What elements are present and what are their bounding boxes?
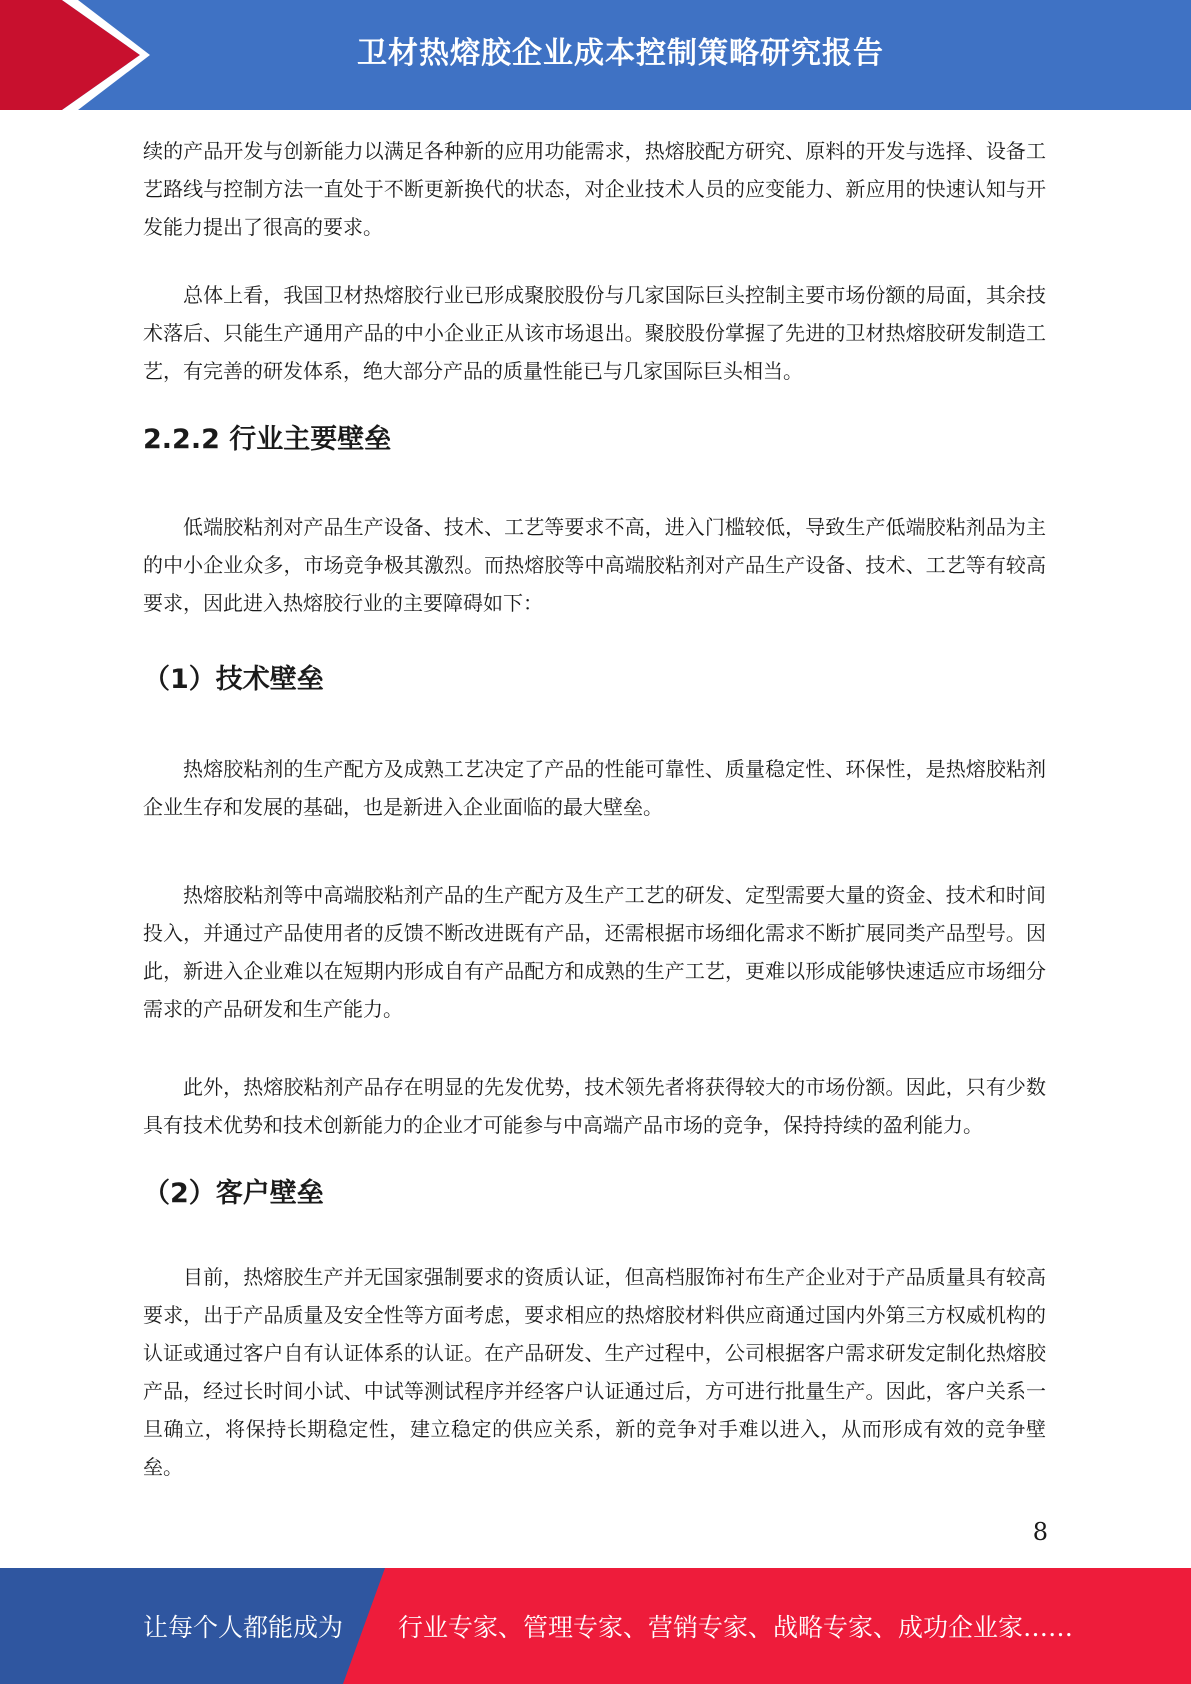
body-paragraph: 热熔胶粘剂等中高端胶粘剂产品的生产配方及生产工艺的研发、定型需要大量的资金、技术和时间投入，并通过产品使用者的反馈不断改进既有产品，还需根据市场细化需求不断扩展同类产品型号。因此，新进入企业难以在短期内形成自有产品配方和成熟的生产工艺，更难以形成能够快速适应市场细分需求的产品研发和生产能力。 <box>143 883 1046 1021</box>
subsection-heading: （1）技术壁垒 <box>143 664 324 695</box>
page-content <box>143 132 1046 1486</box>
header-chevron-accent <box>0 0 160 110</box>
footer-slogan-left: 让每个人都能成为 <box>143 1613 344 1642</box>
page-number: 8 <box>1032 1518 1048 1546</box>
body-paragraph: 低端胶粘剂对产品生产设备、技术、工艺等要求不高，进入门槛较低，导致生产低端胶粘剂品为主的中小企业众多，市场竞争极其激烈。而热熔胶等中高端胶粘剂对产品生产设备、技术、工艺等有较高要求，因此进入热熔胶行业的主要障碍如下： <box>143 515 1046 615</box>
page-footer <box>0 1568 1191 1684</box>
body-paragraph: 热熔胶粘剂的生产配方及成熟工艺决定了产品的性能可靠性、质量稳定性、环保性，是热熔胶粘剂企业生存和发展的基础，也是新进入企业面临的最大壁垒。 <box>143 757 1046 819</box>
page-header <box>0 0 1191 110</box>
subsection-heading: （2）客户壁垒 <box>143 1178 324 1209</box>
body-paragraph: 此外，热熔胶粘剂产品存在明显的先发优势，技术领先者将获得较大的市场份额。因此，只有少数具有技术优势和技术创新能力的企业才可能参与中高端产品市场的竞争，保持持续的盈利能力。 <box>143 1075 1046 1137</box>
body-paragraph: 目前，热熔胶生产并无国家强制要求的资质认证，但高档服饰衬布生产企业对于产品质量具有较高要求，出于产品质量及安全性等方面考虑，要求相应的热熔胶材料供应商通过国内外第三方权威机构的认证或通过客户自有认证体系的认证。在产品研发、生产过程中，公司根据客户需求研发定制化热熔胶产品，经过长时间小试、中试等测试程序并经客户认证通过后，方可进行批量生产。因此，客户关系一旦确立，将保持长期稳定性，建立稳定的供应关系，新的竞争对手难以进入，从而形成有效的竞争壁垒。 <box>143 1265 1046 1479</box>
document-title: 卫材热熔胶企业成本控制策略研究报告 <box>357 36 884 71</box>
section-heading: 2.2.2 行业主要壁垒 <box>143 424 392 455</box>
body-paragraph: 续的产品开发与创新能力以满足各种新的应用功能需求，热熔胶配方研究、原料的开发与选择、设备工艺路线与控制方法一直处于不断更新换代的状态，对企业技术人员的应变能力、新应用的快速认知与开发能力提出了很高的要求。 <box>143 139 1046 239</box>
footer-slogan-right: 行业专家、管理专家、营销专家、战略专家、成功企业家…… <box>398 1613 1074 1642</box>
body-paragraph: 总体上看，我国卫材热熔胶行业已形成聚胶股份与几家国际巨头控制主要市场份额的局面，其余技术落后、只能生产通用产品的中小企业正从该市场退出。聚胶股份掌握了先进的卫材热熔胶研发制造工艺，有完善的研发体系，绝大部分产品的质量性能已与几家国际巨头相当。 <box>143 283 1046 383</box>
